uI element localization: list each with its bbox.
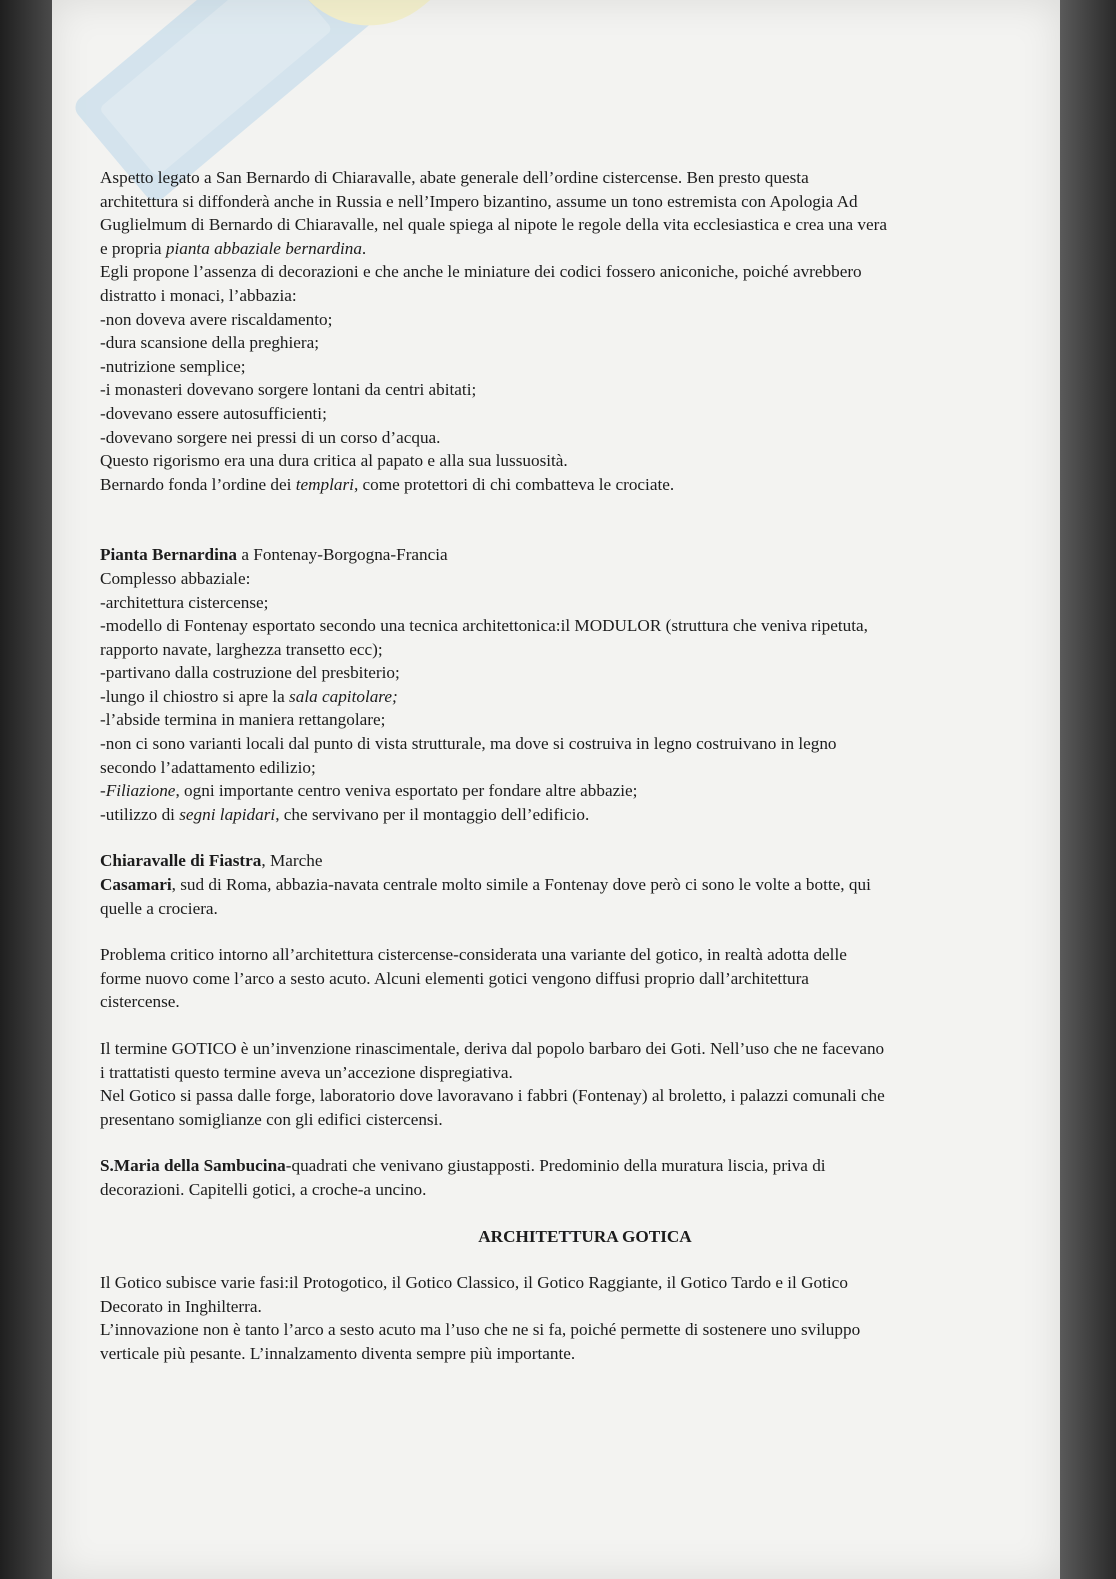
gotico-term-line-3: Nel Gotico si passa dalle forge, laboratorio dove lavoravano i fabbri (Fontenay) al broletto, i palazzi comunali che bbox=[100, 1086, 885, 1106]
pianta-title bbox=[100, 543, 1050, 567]
italic-term: sala capitolare; bbox=[289, 686, 398, 706]
document-body bbox=[100, 166, 1050, 1366]
gotico-term-line-2: i trattatisti questo termine aveva un’accezione dispregiativa. bbox=[100, 1062, 513, 1082]
spacer bbox=[100, 1131, 1050, 1154]
pianta-item: -l’abside termina in maniera rettangolare; bbox=[100, 710, 386, 730]
italic-term: pianta abbaziale bernardina bbox=[165, 238, 362, 258]
italic-term: segni lapidari bbox=[179, 804, 276, 824]
bold-term: Chiaravalle di Fiastra bbox=[100, 851, 262, 871]
spacer bbox=[100, 1202, 1050, 1225]
paragraph-intro-line-1: Aspetto legato a San Bernardo di Chiaravalle, abate generale dell’ordine cistercense. Ben presto questa bbox=[100, 168, 809, 187]
problema-line-2: forme nuovo come l’arco a sesto acuto. Alcuni elementi gotici vengono diffusi proprio dall’architettura bbox=[100, 968, 809, 988]
text-span: e propria bbox=[100, 238, 166, 258]
scan-right-edge bbox=[1060, 0, 1116, 1579]
casamari-line-2: quelle a crociera. bbox=[100, 898, 218, 918]
rigorism-line: Questo rigorismo era una dura critica al papato e alla sua lussuosità. bbox=[100, 451, 568, 471]
italic-term: templari bbox=[295, 474, 354, 494]
rule-item: -non doveva avere riscaldamento; bbox=[100, 309, 333, 329]
spacer bbox=[100, 826, 1050, 849]
text-span: -lungo il chiostro si apre la bbox=[100, 686, 290, 706]
rule-item: -dovevano sorgere nei pressi di un corso d’acqua. bbox=[100, 427, 441, 447]
text-span: , come protettori di chi combatteva le crociate. bbox=[353, 474, 675, 494]
document-page bbox=[52, 0, 1060, 1579]
pianta-subtitle: Complesso abbaziale: bbox=[100, 568, 251, 588]
pianta-item bbox=[100, 779, 1050, 803]
bold-term: Casamari bbox=[100, 875, 172, 895]
fasi-line-4: verticale più pesante. L’innalzamento diventa sempre più importante. bbox=[100, 1343, 576, 1363]
text-span: Bernardo fonda l’ordine dei bbox=[100, 474, 296, 494]
spacer bbox=[100, 1248, 1050, 1271]
pianta-item: -architettura cistercense; bbox=[100, 592, 269, 612]
sambucina-line-2: decorazioni. Capitelli gotici, a croche-a uncino. bbox=[100, 1179, 427, 1199]
pianta-item bbox=[100, 803, 1050, 827]
paragraph-intro-line-3: Guglielmum di Bernardo di Chiaravalle, nel quale spiega al nipote le regole della vita ecclesiastica e crea una vera bbox=[100, 215, 887, 235]
rule-item: -dura scansione della preghiera; bbox=[100, 333, 320, 353]
spacer bbox=[100, 1014, 1050, 1037]
gotico-term-line-4: presentano somiglianze con gli edifici cistercensi. bbox=[100, 1109, 443, 1129]
text-span: , sud di Roma, abbazia-navata centrale molto simile a Fontenay dove però ci sono le volte a botte, qui bbox=[171, 875, 871, 895]
pianta-item: -partivano dalla costruzione del presbiterio; bbox=[100, 663, 400, 683]
italic-term: -Filiazione bbox=[100, 781, 176, 801]
paragraph-decor-line-1: Egli propone l’assenza di decorazioni e che anche le miniature dei codici fossero aniconiche, poiché avrebbero bbox=[100, 262, 862, 282]
pianta-item: -non ci sono varianti locali dal punto di vista strutturale, ma dove si costruiva in legno costruivano in legno bbox=[100, 734, 837, 754]
text-span: . bbox=[361, 238, 367, 258]
problema-line-1: Problema critico intorno all’architettura cistercense-considerata una variante del gotico, in realtà adotta delle bbox=[100, 945, 847, 965]
gotico-term-line-1: Il termine GOTICO è un’invenzione rinascimentale, deriva dal popolo barbaro dei Goti. Nell’uso che ne facevano bbox=[100, 1039, 885, 1058]
paragraph-decor-line-2: distratto i monaci, l’abbazia: bbox=[100, 285, 297, 305]
fasi-line-1: Il Gotico subisce varie fasi:il Protogotico, il Gotico Classico, il Gotico Raggiante, il Gotico Tardo e il Gotico bbox=[100, 1273, 848, 1293]
chiaravalle-line bbox=[100, 849, 1050, 873]
text-span: -utilizzo di bbox=[100, 804, 180, 824]
paragraph-intro-line-2: architettura si diffonderà anche in Russia e nell’Impero bizantino, assume un tono estremista con Apologia Ad bbox=[100, 191, 858, 211]
pianta-item bbox=[100, 685, 1050, 709]
section-heading: ARCHITETTURA GOTICA bbox=[478, 1226, 692, 1246]
pianta-item: -modello di Fontenay esportato secondo una tecnica architettonica:il MODULOR (struttura che veniva ripetuta, bbox=[100, 616, 868, 636]
spacer bbox=[100, 920, 1050, 943]
text-span: , ogni importante centro veniva esportato per fondare altre abbazie; bbox=[175, 781, 638, 801]
text-span: a Fontenay-Borgogna-Francia bbox=[237, 545, 448, 565]
rule-item: -i monasteri dovevano sorgere lontani da centri abitati; bbox=[100, 380, 477, 400]
text-span: -quadrati che venivano giustapposti. Predominio della muratura liscia, priva di bbox=[285, 1156, 826, 1176]
problema-line-3: cistercense. bbox=[100, 992, 180, 1012]
bold-term: S.Maria della Sambucina bbox=[100, 1156, 286, 1176]
pianta-item-continuation: rapporto navate, larghezza transetto ecc); bbox=[100, 639, 383, 659]
paragraph-intro-line-4 bbox=[100, 237, 1050, 261]
spacer bbox=[100, 496, 1050, 543]
pianta-item-continuation: secondo l’adattamento edilizio; bbox=[100, 757, 316, 777]
rule-item: -nutrizione semplice; bbox=[100, 356, 246, 376]
bold-term: Pianta Bernardina bbox=[100, 545, 238, 565]
text-span: , Marche bbox=[261, 851, 323, 871]
fasi-line-3: L’innovazione non è tanto l’arco a sesto acuto ma l’uso che ne si fa, poiché permette di sostenere uno sviluppo bbox=[100, 1320, 861, 1340]
rule-item: -dovevano essere autosufficienti; bbox=[100, 403, 327, 423]
scan-left-edge bbox=[0, 0, 52, 1579]
casamari-line-1 bbox=[100, 873, 1050, 897]
text-span: , che servivano per il montaggio dell’edificio. bbox=[275, 804, 590, 824]
fasi-line-2: Decorato in Inghilterra. bbox=[100, 1296, 262, 1316]
sambucina-line-1 bbox=[100, 1154, 1050, 1178]
templari-line bbox=[100, 473, 1050, 497]
